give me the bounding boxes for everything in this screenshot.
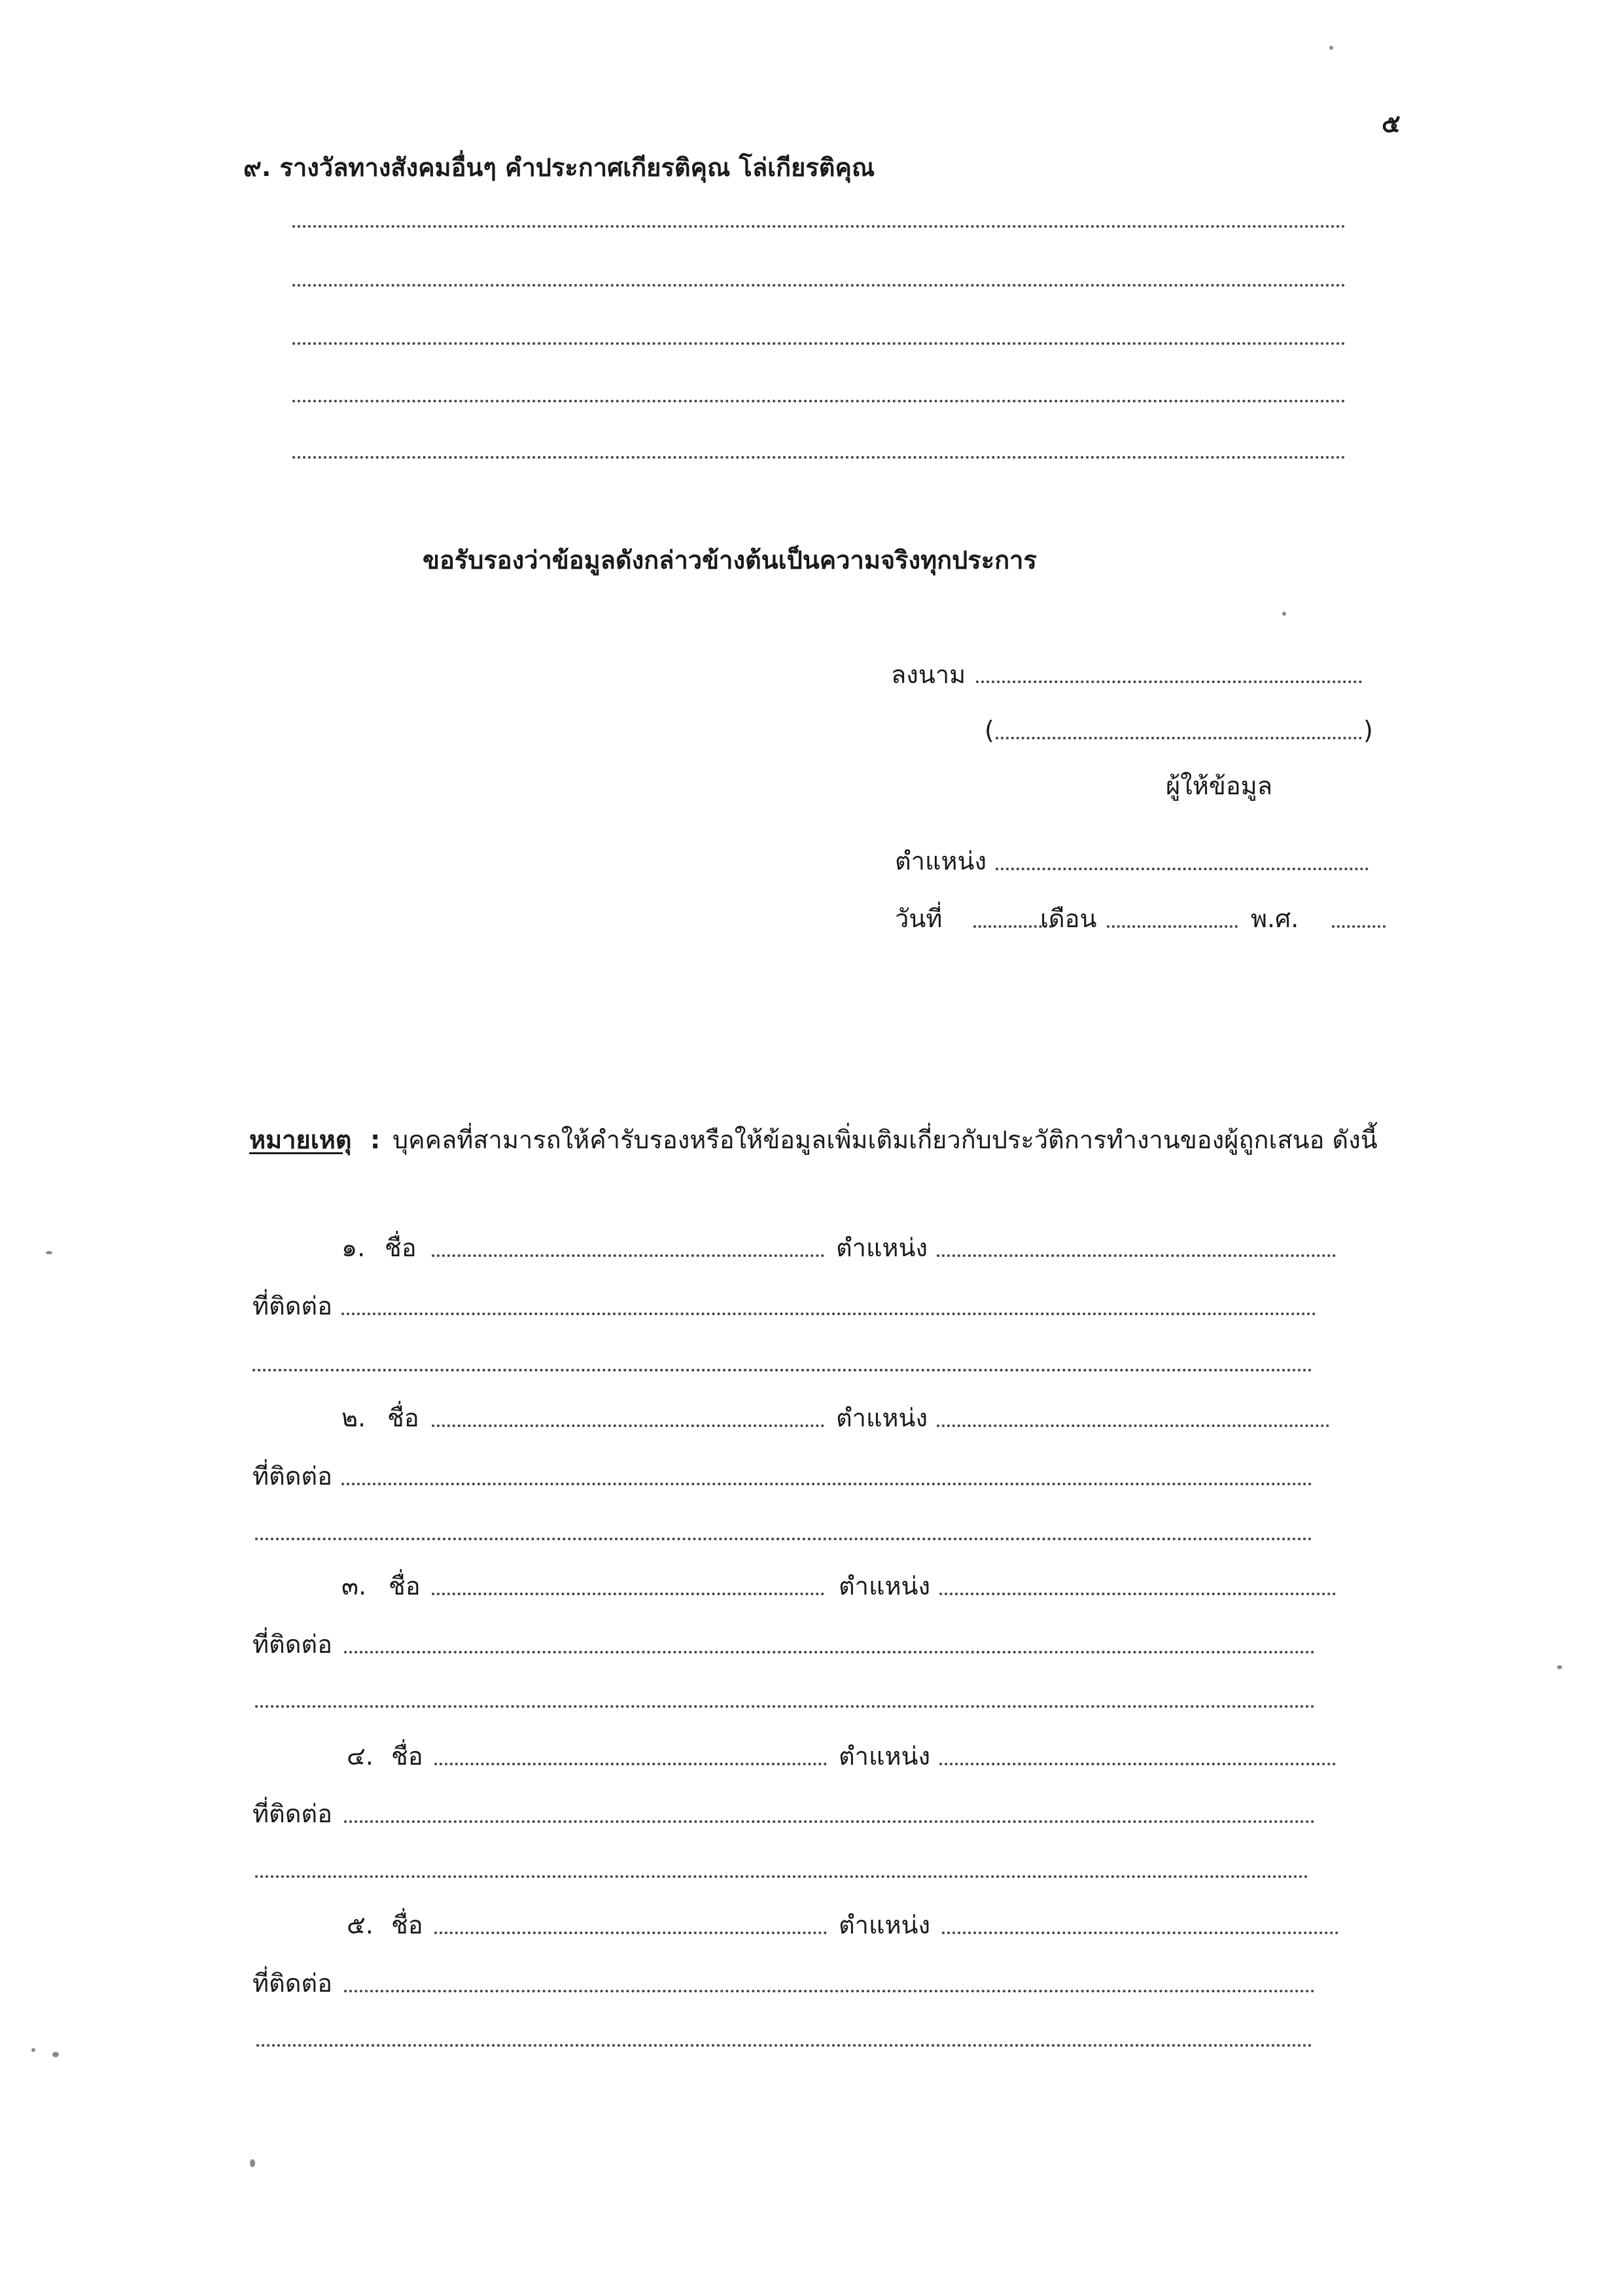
scan-speck bbox=[52, 2052, 59, 2057]
month-label: เดือน bbox=[1040, 904, 1097, 933]
reference-4-position-label: ตำแหน่ง bbox=[839, 1742, 931, 1771]
note-label: หมายเหตุ bbox=[249, 1125, 352, 1154]
scan-speck bbox=[31, 2048, 35, 2052]
reference-3-position-label: ตำแหน่ง bbox=[839, 1572, 931, 1600]
reference-5-position-line[interactable] bbox=[942, 1932, 1338, 1934]
reference-3-position-line[interactable] bbox=[939, 1593, 1336, 1595]
reference-4-contact-label: ที่ติดต่อ bbox=[253, 1799, 332, 1828]
reference-1-name-label: ชื่อ bbox=[385, 1233, 417, 1262]
reference-3-name-line[interactable] bbox=[432, 1593, 824, 1595]
reference-1-name-line[interactable] bbox=[432, 1254, 824, 1257]
reference-4-contact-line-1[interactable] bbox=[344, 1820, 1315, 1823]
reference-1-position-label: ตำแหน่ง bbox=[836, 1233, 928, 1262]
reference-5-contact-label: ที่ติดต่อ bbox=[253, 1969, 332, 1998]
reference-4-name-line[interactable] bbox=[434, 1763, 827, 1765]
position-line[interactable] bbox=[996, 868, 1369, 870]
scan-speck bbox=[1282, 612, 1286, 616]
month-line[interactable] bbox=[1107, 925, 1238, 928]
section-9-line-3[interactable] bbox=[292, 342, 1346, 345]
note-colon: : bbox=[370, 1125, 381, 1154]
section-9-line-2[interactable] bbox=[292, 284, 1346, 287]
year-label: พ.ศ. bbox=[1251, 904, 1299, 933]
reference-3-number: ๓. bbox=[341, 1572, 367, 1600]
reference-5-contact-line-2[interactable] bbox=[256, 2044, 1312, 2047]
reference-5-number: ๕. bbox=[347, 1911, 374, 1939]
date-label: วันที่ bbox=[895, 904, 943, 933]
reference-2-contact-line-1[interactable] bbox=[341, 1483, 1312, 1485]
note-text: บุคคลที่สามารถให้คำรับรองหรือให้ข้อมูลเพิ่มเติมเกี่ยวกับประวัติการทำงานของผู้ถูกเสนอ ดังนี้ bbox=[393, 1125, 1378, 1154]
reference-2-position-label: ตำแหน่ง bbox=[836, 1404, 928, 1432]
section-9-heading: ๙. รางวัลทางสังคมอื่นๆ คำประกาศเกียรติคุณ โล่เกียรติคุณ bbox=[243, 153, 875, 182]
reference-1-contact-label: ที่ติดต่อ bbox=[253, 1292, 332, 1320]
reference-2-name-label: ชื่อ bbox=[387, 1404, 419, 1432]
reference-5-name-label: ชื่อ bbox=[391, 1911, 423, 1939]
certification-statement: ขอรับรองว่าข้อมูลดังกล่าวข้างต้นเป็นความจริงทุกประการ bbox=[423, 546, 1037, 574]
sign-label: ลงนาม bbox=[891, 660, 966, 689]
reference-4-contact-line-2[interactable] bbox=[255, 1875, 1308, 1878]
reference-1-contact-line-1[interactable] bbox=[341, 1313, 1316, 1315]
reference-2-position-line[interactable] bbox=[937, 1424, 1329, 1427]
reference-2-number: ๒. bbox=[341, 1404, 366, 1432]
reference-1-position-line[interactable] bbox=[937, 1254, 1336, 1257]
reference-3-contact-label: ที่ติดต่อ bbox=[253, 1630, 332, 1659]
scan-speck bbox=[250, 2159, 255, 2167]
reference-2-contact-line-2[interactable] bbox=[255, 1538, 1312, 1540]
signature-line[interactable] bbox=[976, 680, 1362, 683]
scan-speck bbox=[1329, 46, 1333, 50]
reference-2-contact-label: ที่ติดต่อ bbox=[253, 1462, 332, 1491]
printed-name-line[interactable] bbox=[996, 737, 1362, 739]
informant-label: ผู้ให้ข้อมูล bbox=[1166, 771, 1273, 800]
year-line[interactable] bbox=[1332, 925, 1386, 928]
section-9-line-4[interactable] bbox=[292, 400, 1346, 402]
reference-5-contact-line-1[interactable] bbox=[344, 1990, 1315, 1992]
reference-3-contact-line-2[interactable] bbox=[255, 1705, 1315, 1708]
page-number: ๕ bbox=[1382, 109, 1401, 138]
reference-5-position-label: ตำแหน่ง bbox=[839, 1911, 931, 1939]
reference-4-name-label: ชื่อ bbox=[391, 1742, 423, 1771]
reference-1-number: ๑. bbox=[341, 1233, 366, 1262]
scan-speck bbox=[1557, 1665, 1562, 1669]
reference-2-name-line[interactable] bbox=[432, 1424, 824, 1427]
section-9-line-5[interactable] bbox=[292, 456, 1346, 459]
reference-5-name-line[interactable] bbox=[434, 1932, 827, 1934]
position-label: ตำแหน่ง bbox=[895, 847, 987, 875]
reference-3-contact-line-1[interactable] bbox=[344, 1651, 1315, 1653]
reference-1-contact-line-2[interactable] bbox=[253, 1369, 1312, 1371]
paren-close: ) bbox=[1363, 716, 1373, 745]
section-9-line-1[interactable] bbox=[292, 225, 1346, 228]
scan-speck bbox=[46, 1251, 52, 1254]
reference-4-position-line[interactable] bbox=[939, 1763, 1336, 1765]
reference-3-name-label: ชื่อ bbox=[389, 1572, 421, 1600]
paren-open: ( bbox=[985, 716, 994, 745]
reference-4-number: ๔. bbox=[347, 1742, 374, 1771]
